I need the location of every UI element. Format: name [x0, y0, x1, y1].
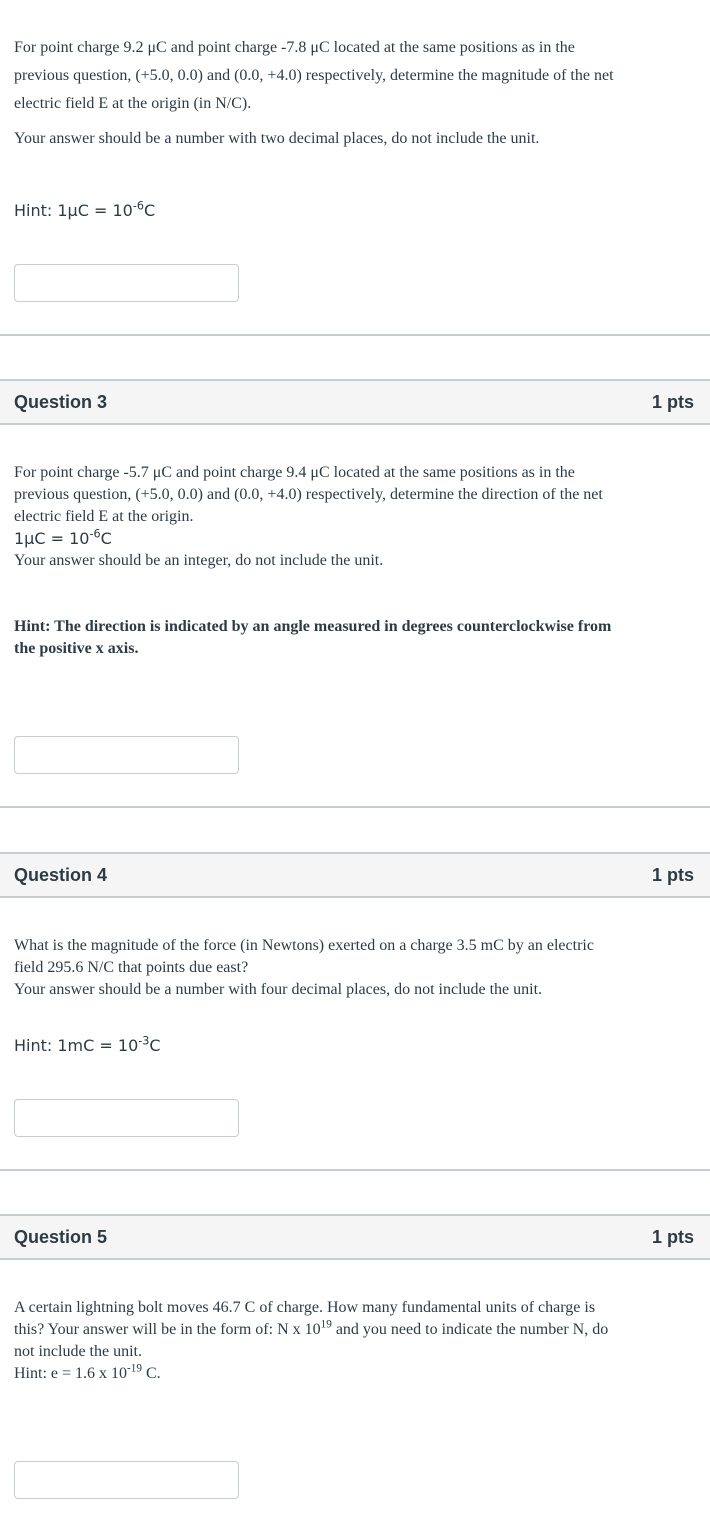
divider	[0, 334, 710, 336]
q2-instruction: Your answer should be a number with two decimal places, do not include the unit.	[14, 130, 540, 147]
q3-points: 1 pts	[651, 392, 694, 412]
q2-text-line: For point charge 9.2 μC and point charge -7.8 μC located at the same positions as in the	[14, 39, 575, 56]
q4-text-line: Your answer should be a number with four decimal places, do not include the unit.	[14, 981, 543, 998]
q5-form-suffix: and you need to indicate the number N, do	[331, 1321, 609, 1338]
q3-question-text	[14, 462, 603, 572]
q4-hint-suffix: C	[149, 1036, 161, 1055]
q3-hint-line: Hint: The direction is indicated by an angle measured in degrees counterclockwise from	[14, 618, 612, 635]
q5-text-line: not include the unit.	[14, 1343, 142, 1360]
q4-hint-prefix: Hint: 1mC = 10	[14, 1036, 139, 1055]
q5-title: Question 5	[14, 1227, 108, 1247]
q5-hint-prefix: Hint: e = 1.6 x 10	[14, 1365, 128, 1382]
q2-text-line: electric field E at the origin (in N/C).	[14, 95, 252, 112]
q3-header	[0, 379, 710, 425]
q4-title: Question 4	[14, 865, 108, 885]
q2-text-line: previous question, (+5.0, 0.0) and (0.0, +4.0) respectively, determine the magnitude of the net	[14, 67, 614, 84]
q5-points: 1 pts	[651, 1227, 694, 1247]
divider	[0, 1169, 710, 1171]
q4-text-line: field 295.6 N/C that points due east?	[14, 959, 249, 976]
q3-unit-prefix: 1μC = 10	[14, 529, 90, 548]
q5-form-exponent: 19	[320, 1318, 332, 1331]
q3-hint-line: the positive x axis.	[14, 640, 139, 657]
q3-unit-exponent: -6	[89, 527, 101, 541]
q5-hint	[14, 1363, 608, 1385]
q5-question-text	[14, 1297, 608, 1385]
q4-header	[0, 852, 710, 898]
q2-hint-exponent: -6	[132, 199, 144, 213]
q2-hint-prefix: Hint: 1μC = 10	[14, 201, 133, 220]
q5-text-line	[14, 1319, 608, 1341]
q3-text-line: previous question, (+5.0, 0.0) and (0.0, +4.0) respectively, determine the direction of the net	[14, 486, 603, 503]
q2-question-text	[14, 34, 614, 118]
q3-unit-suffix: C	[100, 529, 112, 548]
q5-header	[0, 1214, 710, 1260]
q2-hint	[14, 201, 155, 220]
q4-answer-input[interactable]	[14, 1099, 239, 1137]
q3-answer-input[interactable]	[14, 736, 239, 774]
q3-unit-note	[14, 528, 603, 550]
q4-text-line: What is the magnitude of the force (in Newtons) exerted on a charge 3.5 mC by an electric	[14, 937, 594, 954]
divider	[0, 806, 710, 808]
q5-hint-suffix: C.	[141, 1365, 161, 1382]
q4-hint	[14, 1036, 161, 1055]
q3-text-line: electric field E at the origin.	[14, 508, 194, 525]
q5-answer-input[interactable]	[14, 1461, 239, 1499]
q3-title: Question 3	[14, 392, 108, 412]
q4-points: 1 pts	[651, 865, 694, 885]
q2-answer-input[interactable]	[14, 264, 239, 302]
q4-hint-exponent: -3	[138, 1034, 150, 1048]
q3-hint	[14, 616, 611, 660]
q5-form-prefix: this? Your answer will be in the form of: N x 10	[14, 1321, 321, 1338]
q5-text-line: A certain lightning bolt moves 46.7 C of charge. How many fundamental units of charge is	[14, 1299, 596, 1316]
q5-hint-exponent: -19	[127, 1362, 142, 1375]
q3-text-line: For point charge -5.7 μC and point charge 9.4 μC located at the same positions as in the	[14, 464, 575, 481]
q4-question-text	[14, 935, 594, 1001]
q3-instruction: Your answer should be an integer, do not include the unit.	[14, 552, 384, 569]
q2-hint-suffix: C	[144, 201, 156, 220]
